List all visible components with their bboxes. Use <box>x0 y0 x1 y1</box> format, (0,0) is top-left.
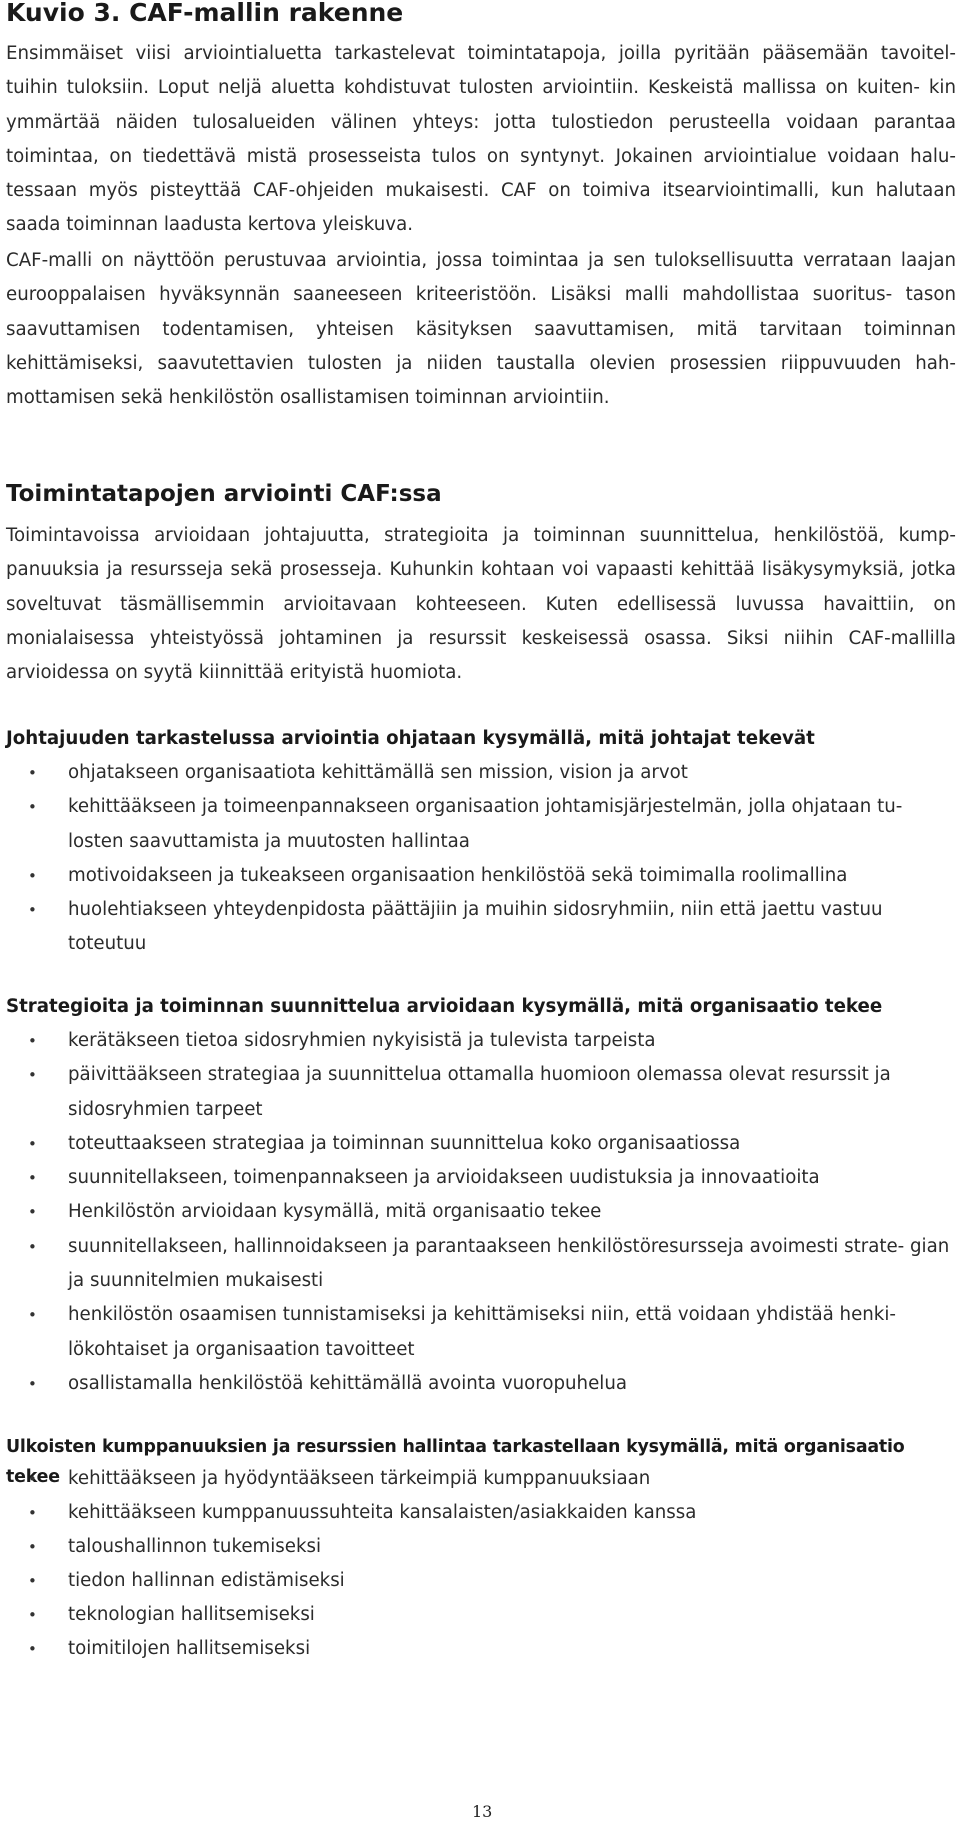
figure-caption: Kuvio 3. CAF-mallin rakenne <box>6 0 404 27</box>
list-item: • suunnitellakseen, toimenpannakseen ja arvioidakseen uudistuksia ja innovaatioita <box>6 1161 956 1195</box>
leadership-list <box>6 756 956 962</box>
list-item: • motivoidakseen ja tukeakseen organisaation henkilöstöä sekä toimimalla roolimallina <box>6 859 956 893</box>
leadership-heading: Johtajuuden tarkastelussa arviointia ohjataan kysymällä, mitä johtajat tekevät <box>6 728 815 749</box>
list-item: • teknologian hallitsemiseksi <box>6 1598 956 1632</box>
list-item: • kerätäkseen tietoa sidosryhmien nykyisistä ja tulevista tarpeista <box>6 1024 956 1058</box>
intro-paragraph-2: CAF-malli on näyttöön perustuvaa arviointia, jossa toimintaa ja sen tuloksellisuutta verrataan laajan eurooppalaisen hyväksynnän saaneeseen kriteeristöön. Lisäksi malli mahdollistaa suoritus- tason saavuttamisen todentamisen, yhteisen käsityksen saavuttamisen, mitä tarvitaan toiminnan kehittämiseksi, saavutettavien tulosten ja niiden taustalla olevien prosessien riippuvuuden hah- mottamisen sekä henkilöstön osallistamisen toiminnan arviointiin. <box>6 250 956 409</box>
partnerships-heading: Ulkoisten kumppanuuksien ja resurssien hallintaa tarkastellaan kysymällä, mitä organisaatio tekee <box>6 1437 905 1487</box>
list-item: • kehittääkseen ja hyödyntääkseen tärkeimpiä kumppanuuksiaan <box>6 1462 956 1496</box>
list-item: • kehittääkseen ja toimeenpannakseen organisaation johtamisjärjestelmän, jolla ohjataan tu- losten saavuttamista ja muutosten hallintaa <box>6 790 956 859</box>
section-paragraph: Toimintavoissa arvioidaan johtajuutta, strategioita ja toiminnan suunnittelua, henkilöstöä, kump- panuuksia ja resursseja sekä prosesseja. Kuhunkin kohtaan voi vapaasti kehittää lisäkysymyksiä, jotka soveltuvat täsmällisemmin arvioitavaan kohteeseen. Kuten edellisessä luvussa havaittiin, on monialaisessa yhteistyössä johtaminen ja resurssit keskeisessä osassa. Siksi niihin CAF-mallilla arvioidessa on syytä kiinnittää erityistä huomiota. <box>6 525 956 684</box>
list-item: • päivittääkseen strategiaa ja suunnittelua ottamalla huomioon olemassa olevat resurssit ja sidosryhmien tarpeet <box>6 1058 956 1127</box>
strategy-heading: Strategioita ja toiminnan suunnittelua arvioidaan kysymällä, mitä organisaatio tekee <box>6 996 883 1017</box>
list-item: • ohjatakseen organisaatiota kehittämällä sen mission, vision ja arvot <box>6 756 956 790</box>
section-heading: Toimintatapojen arviointi CAF:ssa <box>6 481 442 507</box>
partnerships-list <box>6 1462 956 1666</box>
list-item: • taloushallinnon tukemiseksi <box>6 1530 956 1564</box>
list-item: • henkilöstön osaamisen tunnistamiseksi ja kehittämiseksi niin, että voidaan yhdistää henki- lökohtaiset ja organisaation tavoitteet <box>6 1298 956 1367</box>
list-item: • toimitilojen hallitsemiseksi <box>6 1632 956 1666</box>
list-item: • kehittääkseen kumppanuussuhteita kansalaisten/asiakkaiden kanssa <box>6 1496 956 1530</box>
list-item: • osallistamalla henkilöstöä kehittämällä avointa vuoropuhelua <box>6 1367 956 1401</box>
strategy-list <box>6 1024 956 1401</box>
intro-paragraph-1: Ensimmäiset viisi arviointialuetta tarkastelevat toimintatapoja, joilla pyritään pääsemään tavoitel- tuihin tuloksiin. Loput neljä aluetta kohdistuvat tulosten arviointiin. Keskeistä mallissa on kuiten- kin ymmärtää näiden tulosalueiden välinen yhteys: jotta tulostiedon perusteella voidaan parantaa toimintaa, on tiedettävä mistä prosesseista tulos on syntynyt. Jokainen arviointialue voidaan halu- tessaan myös pisteyttää CAF-ohjeiden mukaisesti. CAF on toimiva itsearviointimalli, kun halutaan saada toiminnan laadusta kertova yleiskuva. <box>6 43 956 236</box>
list-item: • Henkilöstön arvioidaan kysymällä, mitä organisaatio tekee <box>6 1195 956 1229</box>
list-item: • suunnitellakseen, hallinnoidakseen ja parantaakseen henkilöstöresursseja avoimesti strate- gian ja suunnitelmien mukaisesti <box>6 1230 956 1299</box>
page-number: 13 <box>472 1802 493 1821</box>
list-item: • tiedon hallinnan edistämiseksi <box>6 1564 956 1598</box>
list-item: • toteuttaakseen strategiaa ja toiminnan suunnittelua koko organisaatiossa <box>6 1127 956 1161</box>
list-item: • huolehtiakseen yhteydenpidosta päättäjiin ja muihin sidosryhmiin, niin että jaettu vastuu toteutuu <box>6 893 956 962</box>
